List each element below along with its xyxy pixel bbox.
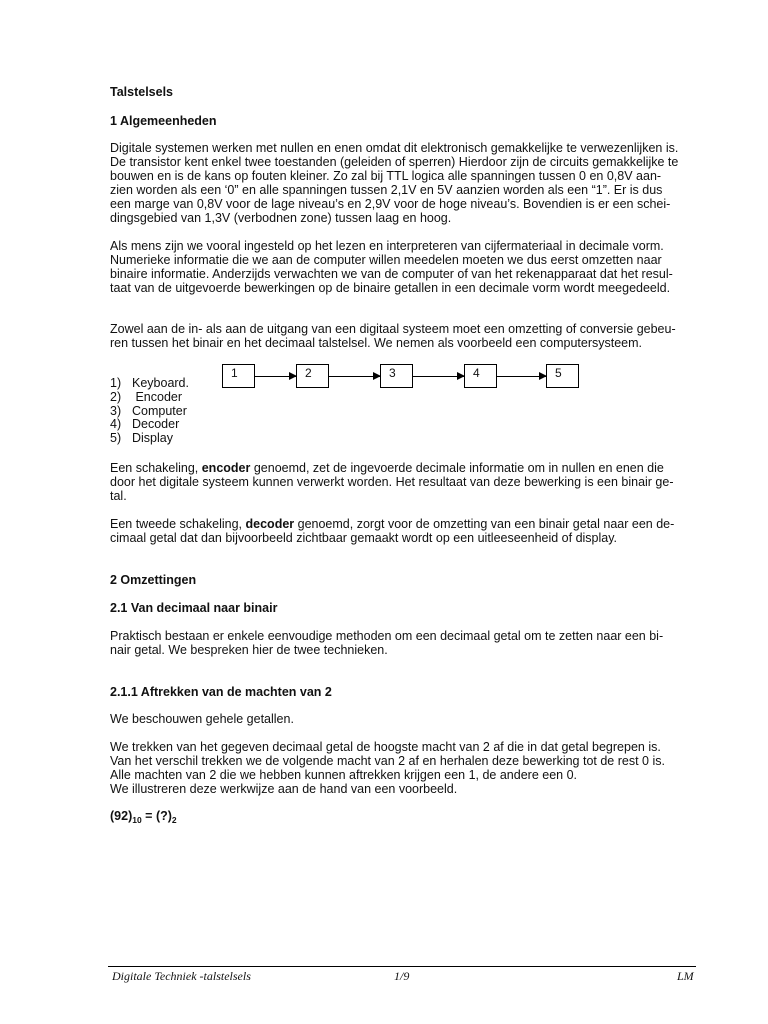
paragraph-line: We trekken van het gegeven decimaal getal de hoogste macht van 2 af die in dat getal begrepen is. [110, 740, 661, 754]
footer-divider [108, 966, 696, 967]
footer-page-number: 1/9 [394, 969, 410, 983]
paragraph-line: nair getal. We bespreken hier de twee technieken. [110, 643, 388, 657]
paragraph-line: cimaal getal dat dan bijvoorbeeld zichtbaar gemaakt wordt op een uitleeseenheid of display. [110, 531, 618, 545]
document-title: Talstelsels [110, 85, 174, 99]
footer-author: LM [677, 969, 694, 983]
paragraph-line: Digitale systemen werken met nullen en enen omdat dit elektronisch gemakkelijke te verwezenlijken is. [110, 141, 679, 155]
paragraph-line: taat van de uitgevoerde bewerkingen op de binaire getallen in een decimale vorm wordt meegedeeld. [110, 281, 671, 295]
diagram-box-5: 5 [546, 364, 579, 388]
diagram-box-1: 1 [222, 364, 255, 388]
paragraph-line: Zowel aan de in- als aan de uitgang van een digitaal systeem moet een omzetting of conversie gebeu- [110, 322, 676, 336]
paragraph-line: Als mens zijn we vooral ingesteld op het lezen en interpreteren van cijfermateriaal in decimale vorm. [110, 239, 664, 253]
paragraph-line: De transistor kent enkel twee toestanden (geleiden of sperren) Hierdoor zijn de circuits gemakkelijke te [110, 155, 679, 169]
paragraph-line: door het digitale systeem kunnen verwerkt worden. Het resultaat van deze bewerking is een binair ge- [110, 475, 674, 489]
diagram-box-2: 2 [296, 364, 329, 388]
paragraph-line: bouwen en is de kans op fouten kleiner. Zo zal bij TTL logica alle spanningen tussen 0 en 0,8V aan- [110, 169, 662, 183]
paragraph-line: een marge van 0,8V voor de lage niveau’s en 2,9V voor de hoge niveau’s. Bovendien is er een schei- [110, 197, 671, 211]
heading-decimaal-binair: 2.1 Van decimaal naar binair [110, 601, 278, 615]
diagram-box-4: 4 [464, 364, 497, 388]
paragraph-line: Praktisch bestaan er enkele eenvoudige methoden om een decimaal getal om te zetten naar een bi- [110, 629, 664, 643]
list-item: 4) Decoder [110, 417, 180, 432]
diagram-box-3: 3 [380, 364, 413, 388]
heading-omzettingen: 2 Omzettingen [110, 573, 197, 587]
example-formula: $(92)_{10}$ = $(?)_2$ [110, 809, 177, 825]
heading-algemeenheden: 1 Algemeenheden [110, 114, 217, 128]
paragraph-line: ren tussen het binair en het decimaal talstelsel. We nemen als voorbeeld een computersysteem. [110, 336, 643, 350]
paragraph-line: zien worden als een ‘0” en alle spanningen tussen 2,1V en 5V aanzien worden als een “1”. Er is dus [110, 183, 663, 197]
paragraph-line: Een tweede schakeling, decoder genoemd, zorgt voor de omzetting van een binair getal naar een de- [110, 517, 675, 531]
heading-aftrekken: 2.1.1 Aftrekken van de machten van 2 [110, 685, 332, 699]
component-list [110, 377, 189, 446]
list-item: 1) Keyboard. [110, 376, 189, 390]
paragraph-line: We illustreren deze werkwijze aan de hand van een voorbeeld. [110, 782, 458, 796]
arrow-icon [497, 376, 546, 377]
paragraph-line: Van het verschil trekken we de volgende macht van 2 af en herhalen deze bewerking tot de rest 0 is. [110, 754, 665, 768]
arrow-icon [413, 376, 464, 377]
paragraph-line: tal. [110, 489, 127, 503]
paragraph-line: We beschouwen gehele getallen. [110, 712, 294, 726]
paragraph-line: Een schakeling, encoder genoemd, zet de ingevoerde decimale informatie om in nullen en enen die [110, 461, 664, 475]
arrow-icon [255, 376, 296, 377]
arrow-icon [329, 376, 380, 377]
paragraph-line: Numerieke informatie die we aan de computer willen meedelen moeten we dus eerst omzetten naar [110, 253, 662, 267]
paragraph-line: binaire informatie. Anderzijds verwachten we van de computer of van het rekenapparaat dat het resul- [110, 267, 673, 281]
list-item: 2) Encoder [110, 389, 183, 404]
paragraph-line: Alle machten van 2 die we hebben kunnen aftrekken krijgen een 1, de andere een 0. [110, 768, 577, 782]
paragraph-line: dingsgebied van 1,3V (verbodnen zone) tussen laag en hoog. [110, 211, 452, 225]
footer-course-title: Digitale Techniek -talstelsels [112, 969, 251, 983]
list-item: 3) Computer [110, 403, 187, 418]
list-item: 5) Display [110, 431, 173, 446]
